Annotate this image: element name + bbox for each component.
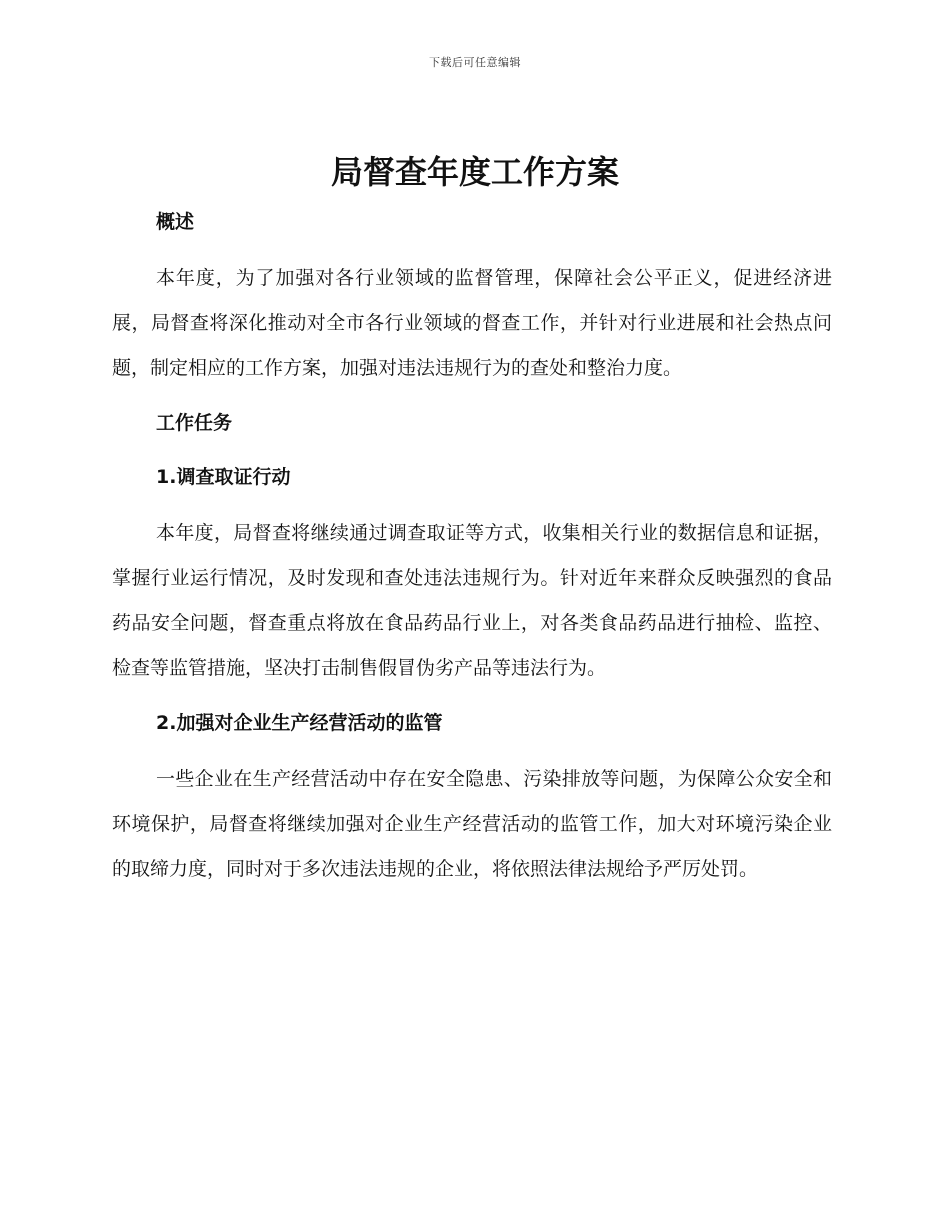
header-note: 下载后可任意编辑 xyxy=(429,56,521,69)
spacer xyxy=(112,691,832,701)
document-title: 局督查年度工作方案 xyxy=(330,153,619,191)
task1-paragraph: 本年度，局督查将继续通过调查取证等方式，收集相关行业的数据信息和证据，掌握行业运行情况，及时发现和查处违法违规行为。针对近年来群众反映强烈的食品药品安全问题，督查重点将放在食品药品行业上，对各类食品药品进行抽检、监控、检查等监管措施，坚决打击制售假冒伪劣产品等违法行为。 xyxy=(112,522,832,679)
task2-paragraph: 一些企业在生产经营活动中存在安全隐患、污染排放等问题，为保障公众安全和环境保护，局督查将继续加强对企业生产经营活动的监管工作，加大对环境污染企业的取缔力度，同时对于多次违法违规的企业，将依照法律法规给予严厉处罚。 xyxy=(112,768,832,880)
document-body xyxy=(112,200,832,892)
spacer xyxy=(112,499,832,511)
task1-heading: 1.调查取证行动 xyxy=(156,466,291,488)
overview-paragraph: 本年度，为了加强对各行业领域的监督管理，保障社会公平正义，促进经济进展，局督查将深化推动对全市各行业领域的督查工作，并针对行业进展和社会热点问题，制定相应的工作方案，加强对违法违规行为的查处和整治力度。 xyxy=(112,267,832,379)
spacer xyxy=(112,445,832,455)
tasks-heading: 工作任务 xyxy=(156,412,233,434)
overview-heading: 概述 xyxy=(156,211,195,233)
spacer xyxy=(112,745,832,757)
spacer xyxy=(112,244,832,256)
spacer xyxy=(112,391,832,401)
task2-heading: 2.加强对企业生产经营活动的监管 xyxy=(156,712,443,734)
